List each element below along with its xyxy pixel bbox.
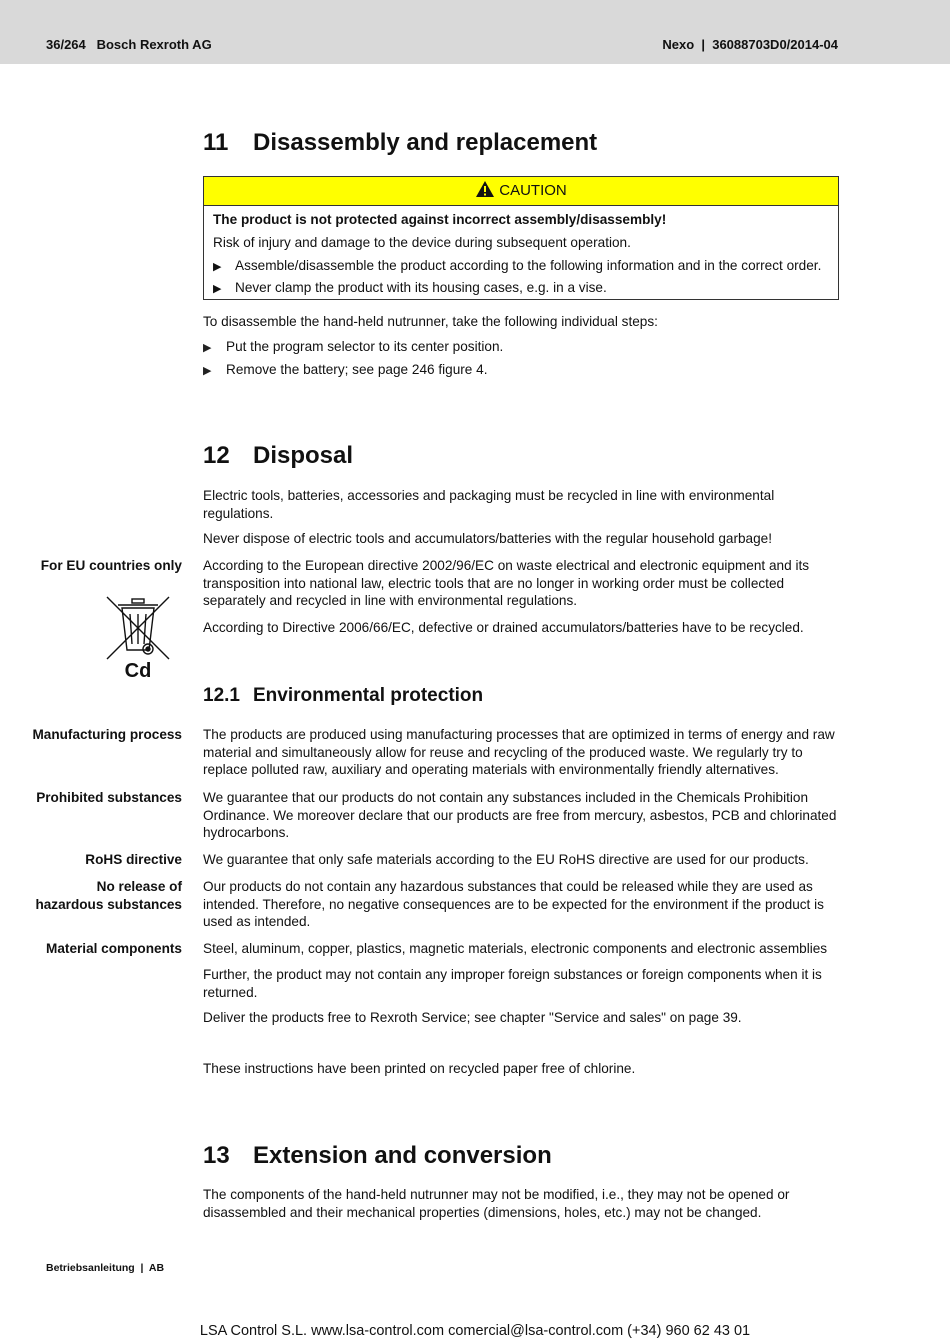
header-right: Nexo | 36088703D0/2014-04: [662, 37, 838, 52]
footer-left: Betriebsanleitung | AB: [46, 1262, 165, 1274]
step-item: [203, 361, 487, 381]
crossed-bin-icon: [104, 594, 172, 686]
bullet-triangle-icon: ▶: [203, 342, 212, 354]
caution-bar: [204, 177, 838, 206]
caution-item: [213, 258, 821, 273]
disposal-p1: Electric tools, batteries, accessories and packaging must be recycled in line with environmental regulations.: [203, 488, 775, 521]
bullet-triangle-icon: ▶: [213, 261, 222, 273]
disassembly-intro: To disassemble the hand-held nutrunner, take the following individual steps:: [203, 314, 658, 329]
side-label-no-release: No release of hazardous substances: [35, 879, 182, 912]
section-title: Environmental protection: [253, 685, 484, 706]
further-text: Further, the product may not contain any improper foreign substances or foreign components when it is returned.: [203, 967, 822, 1000]
caution-item: [213, 280, 607, 295]
cd-label: Cd: [124, 660, 152, 682]
step-text: Remove the battery; see page 246 figure 4.: [226, 362, 488, 377]
page-header: [0, 0, 950, 64]
section-number: 12: [203, 442, 230, 469]
bullet-triangle-icon: ▶: [213, 283, 222, 295]
caution-headline: The product is not protected against incorrect assembly/disassembly!: [213, 212, 667, 227]
extension-text: The components of the hand-held nutrunner may not be modified, i.e., they may not be opened or disassembled and their mechanical properties (dimensions, holes, etc.) may not be changed.: [203, 1187, 790, 1220]
section-12-heading: [203, 442, 353, 470]
section-11-heading: [203, 129, 597, 157]
step-item: [203, 338, 503, 358]
footer-contact: LSA Control S.L. www.lsa-control.com comercial@lsa-control.com (+34) 960 62 43 01: [199, 1323, 751, 1339]
section-13-heading: [203, 1142, 552, 1170]
side-label-manufacturing: Manufacturing process: [32, 727, 182, 742]
manufacturing-text: The products are produced using manufacturing processes that are optimized in terms of energy and raw material and simultaneously allow for reuse and recycling of the produced waste. We regularly try to replace polluted raw, auxiliary and operating materials with environmentally friendly alternatives.: [203, 727, 835, 777]
section-number: 12.1: [203, 685, 240, 706]
section-12-1-heading: [203, 685, 483, 707]
no-release-text: Our products do not contain any hazardous substances that could be released while they are used as intended. Therefore, no negative consequences are to be expected for the environment if the product is used as intended.: [203, 879, 824, 929]
section-title: Disposal: [253, 442, 354, 469]
deliver-text: Deliver the products free to Rexroth Service; see chapter "Service and sales" on page 39.: [203, 1010, 742, 1025]
rohs-text: We guarantee that only safe materials according to the EU RoHS directive are used for our products.: [203, 852, 809, 867]
caution-box: [203, 176, 839, 300]
header-left: 36/264 Bosch Rexroth AG: [46, 37, 212, 52]
prohibited-text: We guarantee that our products do not contain any substances included in the Chemicals Prohibition Ordinance. We moreover declare that our products are free from mercury, asbestos, PCB and chlorinated hydrocarbons.: [203, 790, 837, 840]
printed-note: These instructions have been printed on recycled paper free of chlorine.: [203, 1061, 636, 1076]
step-text: Put the program selector to its center position.: [226, 339, 504, 354]
section-title: Extension and conversion: [253, 1142, 552, 1169]
eu-countries-label: For EU countries only: [40, 558, 182, 573]
side-label-prohibited: Prohibited substances: [36, 790, 182, 805]
side-label-material: Material components: [46, 941, 182, 956]
bullet-triangle-icon: ▶: [203, 365, 212, 377]
disposal-p3: According to the European directive 2002/96/EC on waste electrical and electronic equipment and its transposition into national law, electric tools that are no longer in working order must be collected separately and recycled in line with environmental regulations.: [203, 558, 810, 608]
caution-item-text: Assemble/disassemble the product according to the following information and in the correct order.: [235, 258, 822, 273]
caution-label: CAUTION: [499, 182, 567, 199]
section-number: 11: [203, 129, 229, 156]
material-text: Steel, aluminum, copper, plastics, magnetic materials, electronic components and electronic assemblies: [203, 941, 828, 956]
caution-risk: Risk of injury and damage to the device during subsequent operation.: [213, 235, 631, 250]
section-title: Disassembly and replacement: [253, 129, 598, 156]
section-number: 13: [203, 1142, 230, 1169]
caution-item-text: Never clamp the product with its housing cases, e.g. in a vise.: [235, 280, 607, 295]
side-label-rohs: RoHS directive: [85, 852, 182, 867]
disposal-p4: According to Directive 2006/66/EC, defective or drained accumulators/batteries have to be recycled.: [203, 620, 804, 635]
disposal-p2: Never dispose of electric tools and accumulators/batteries with the regular household garbage!: [203, 531, 772, 546]
warning-icon: [475, 180, 495, 208]
